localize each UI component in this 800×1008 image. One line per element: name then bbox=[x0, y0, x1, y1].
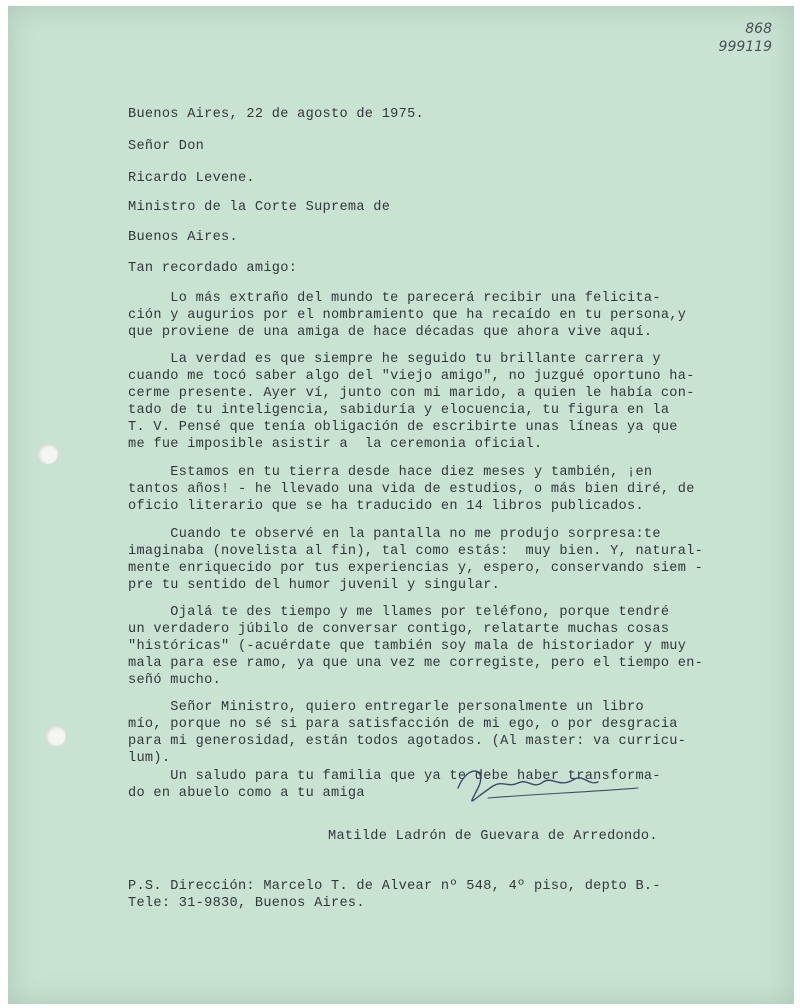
paragraph-line: Señor Ministro, quiero entregarle personalmente un libro bbox=[128, 700, 644, 715]
paragraph-line: tantos años! - he llevado una vida de estudios, o más bien diré, de bbox=[128, 482, 695, 497]
salutation: Tan recordado amigo: bbox=[128, 261, 298, 276]
paragraph-line: lum). bbox=[128, 751, 171, 766]
paragraph-line: Un saludo para tu familia que ya te debe haber transforma- bbox=[128, 769, 661, 784]
paragraph-line: T. V. Pensé que tenía obligación de escribirte unas líneas ya que bbox=[128, 420, 678, 435]
postscript-line: Tele: 31-9830, Buenos Aires. bbox=[128, 896, 365, 911]
paragraph-line: mente enriquecido por tus experiencias y, espero, conservando siem - bbox=[128, 561, 704, 576]
punch-hole-bottom bbox=[46, 726, 66, 746]
paragraph-line: Cuando te observé en la pantalla no me produjo sorpresa:te bbox=[128, 527, 661, 542]
paragraph-line: para mi generosidad, están todos agotados. (Al master: va curricu- bbox=[128, 734, 687, 749]
paragraph-line: tado de tu inteligencia, sabiduría y elocuencia, tu figura en la bbox=[128, 403, 670, 418]
archive-number-2: 999119 bbox=[718, 39, 772, 55]
recipient-line: Ministro de la Corte Suprema de bbox=[128, 200, 391, 215]
letter-sheet bbox=[8, 6, 794, 1004]
paragraph-line: La verdad es que siempre he seguido tu brillante carrera y bbox=[128, 352, 661, 367]
paragraph-line: pre tu sentido del humor juvenil y singular. bbox=[128, 578, 501, 593]
paragraph-line: ción y augurios por el nombramiento que ha recaído en tu persona,y bbox=[128, 308, 687, 323]
handwritten-signature bbox=[448, 758, 648, 808]
paragraph-line: señó mucho. bbox=[128, 673, 222, 688]
paragraph-line: que proviene de una amiga de hace décadas que ahora vive aquí. bbox=[128, 325, 653, 340]
recipient-line: Ricardo Levene. bbox=[128, 171, 255, 186]
paragraph-line: "históricas" (-acuérdate que también soy mala de historiador y muy bbox=[128, 639, 687, 654]
paragraph-line: un verdadero júbilo de conversar contigo, relatarte muchas cosas bbox=[128, 622, 670, 637]
paragraph-line: do en abuelo como a tu amiga bbox=[128, 786, 365, 801]
paragraph-line: Ojalá te des tiempo y me llames por teléfono, porque tendré bbox=[128, 605, 670, 620]
paragraph-line: cerme presente. Ayer ví, junto con mi marido, a quien le había con- bbox=[128, 386, 695, 401]
paragraph-line: oficio literario que se ha traducido en 14 libros publicados. bbox=[128, 499, 644, 514]
postscript-line: P.S. Dirección: Marcelo T. de Alvear nº 548, 4º piso, depto B.- bbox=[128, 879, 661, 894]
punch-hole-top bbox=[38, 444, 58, 464]
paragraph-line: mala para ese ramo, ya que una vez me corregiste, pero el tiempo en- bbox=[128, 656, 704, 671]
paragraph-line: imaginaba (novelista al fin), tal como estás: muy bien. Y, natural- bbox=[128, 544, 704, 559]
letter-date: Buenos Aires, 22 de agosto de 1975. bbox=[128, 107, 425, 122]
paragraph-line: Estamos en tu tierra desde hace diez meses y también, ¡en bbox=[128, 465, 653, 480]
archive-number-1: 868 bbox=[745, 21, 772, 37]
paragraph-line: Lo más extraño del mundo te parecerá recibir una felicita- bbox=[128, 291, 661, 306]
paragraph-line: mío, porque no sé si para satisfacción de mi ego, o por desgracia bbox=[128, 717, 678, 732]
recipient-line: Señor Don bbox=[128, 139, 205, 154]
archive-stamp bbox=[702, 20, 772, 56]
paragraph-line: me fue imposible asistir a la ceremonia oficial. bbox=[128, 437, 543, 452]
recipient-line: Buenos Aires. bbox=[128, 230, 238, 245]
paragraph-line: cuando me tocó saber algo del "viejo amigo", no juzgué oportuno ha- bbox=[128, 369, 695, 384]
signature-name: Matilde Ladrón de Guevara de Arredondo. bbox=[328, 829, 658, 844]
